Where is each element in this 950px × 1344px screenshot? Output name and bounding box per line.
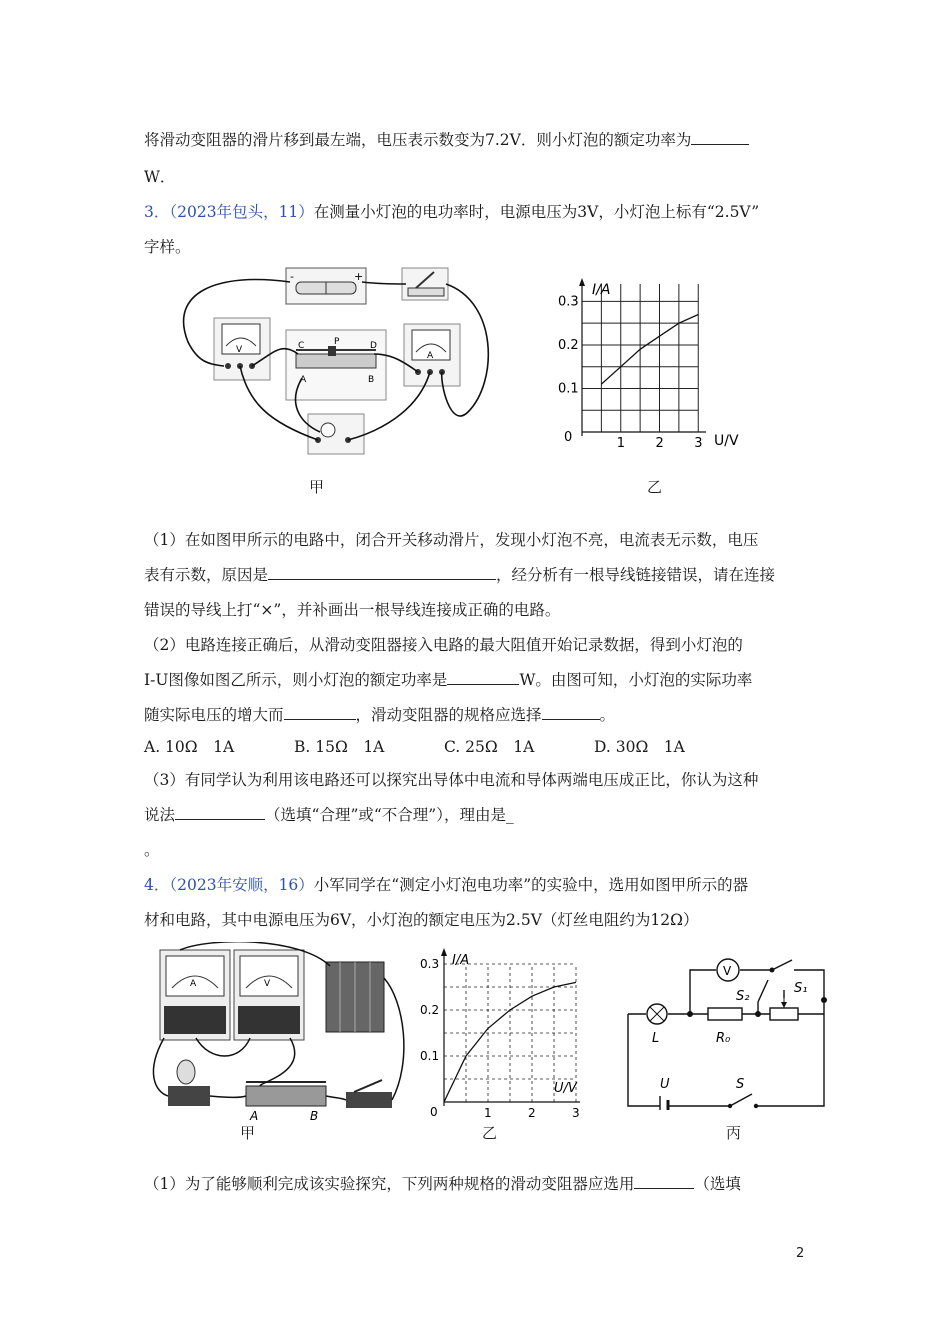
q3-xlabel: U/V (714, 433, 739, 449)
intro-line-2: W． (144, 168, 176, 186)
q3-part3-line-3: 。 (144, 841, 160, 859)
junction-dot (687, 1011, 693, 1017)
q3-series-line (601, 315, 698, 385)
q4-y-tick: 0.3 (420, 957, 440, 971)
switch-icon (402, 268, 448, 300)
q3-iu-graph (556, 272, 756, 452)
q3-part3-line-2: 说法 （选填“合理”或“不合理”），理由是_ (144, 806, 514, 824)
q3-graph-grid (582, 284, 698, 432)
q3-stem-line-2: 字样。 (144, 238, 191, 256)
q4-schematic-figure (618, 950, 830, 1110)
q4-y-arrow (441, 948, 447, 956)
q3-origin: 0 (564, 430, 573, 445)
q4-y-tick: 0.2 (420, 1003, 440, 1017)
q4-x-tick: 1 (484, 1106, 492, 1120)
svg-text:-: - (290, 270, 294, 283)
q3-stem-line-1: 3．（2023年包头，11）在测量小灯泡的电功率时，电源电压为3V，小灯泡上标有“2.5V” (144, 203, 760, 221)
rheostat-icon (246, 1082, 326, 1123)
svg-text:V: V (236, 345, 243, 355)
q3-source: （2023年包头，11） (169, 203, 314, 221)
q3-part2-line-1: （2）电路连接正确后，从滑动变阻器接入电路的最大阻值开始记录数据，得到小灯泡的 (144, 636, 743, 654)
answer-blank[interactable] (268, 565, 496, 580)
answer-blank[interactable] (634, 1174, 694, 1189)
svg-text:S₂: S₂ (736, 989, 750, 1004)
svg-text:L: L (652, 1031, 660, 1046)
q3-part3-line-1: （3）有同学认为利用该电路还可以探究出导体中电流和导体两端电压成正比，你认为这种 (144, 771, 759, 789)
q3-part2-line-2: I-U图像如图乙所示，则小灯泡的额定功率是 W。由图可知，小灯泡的实际功率 (144, 671, 753, 689)
q3-part1-line-3: 错误的导线上打“×”，并补画出一根导线连接成正确的电路。 (144, 601, 561, 619)
q4-apparatus-figure (150, 942, 405, 1128)
switch-s-icon (728, 1077, 758, 1108)
svg-text:S: S (736, 1077, 745, 1092)
q3-x-tick: 1 (616, 436, 626, 451)
q4-x-tick: 3 (572, 1106, 580, 1120)
q4-ylabel: I/A (452, 953, 470, 968)
junction-dot (821, 997, 827, 1003)
q4-caption-bing: 丙 (726, 1124, 742, 1142)
option-b[interactable]: B. 15Ω 1A (294, 738, 385, 756)
answer-blank[interactable] (284, 705, 356, 720)
ammeter-icon (404, 324, 460, 386)
q3-ylabel: I/A (592, 282, 611, 298)
q4-xlabel: U/V (554, 1081, 577, 1096)
bulb-icon (308, 414, 364, 454)
svg-text:R₀: R₀ (716, 1031, 731, 1046)
ammeter-icon (160, 950, 230, 1040)
q3-part1-line-1: （1）在如图甲所示的电路中，闭合开关移动滑片，发现小灯泡不亮，电流表无示数，电压 (144, 531, 759, 549)
q3-options (144, 735, 804, 757)
battery-icon (326, 962, 384, 1032)
q3-x-tick: 3 (694, 436, 703, 451)
battery-symbol-icon (660, 1077, 670, 1110)
q3-y-arrow (579, 278, 585, 286)
switch-icon (346, 1080, 392, 1108)
rheostat-symbol-icon (770, 998, 798, 1020)
junction-dot (755, 1011, 761, 1017)
svg-text:A: A (190, 979, 197, 989)
intro-line-1: 将滑动变阻器的滑片移到最左端，电压表示数变为7.2V．则小灯泡的额定功率为 (144, 128, 749, 150)
svg-text:V: V (723, 964, 732, 978)
svg-text:S₁: S₁ (794, 981, 808, 996)
svg-text:B: B (310, 1109, 319, 1123)
svg-text:D: D (370, 341, 377, 351)
option-c[interactable]: C. 25Ω 1A (444, 738, 535, 756)
q4-stem-line-2: 材和电路，其中电源电压为6V，小灯泡的额定电压为2.5V（灯丝电阻约为12Ω） (144, 911, 699, 929)
answer-blank[interactable] (691, 130, 749, 145)
q4-part1-line-1: （1）为了能够顺利完成该实验探究，下列两种规格的滑动变阻器应选用 （选填 (144, 1175, 741, 1193)
voltmeter-icon (234, 950, 304, 1040)
q3-caption-yi: 乙 (647, 478, 663, 496)
page-number: 2 (796, 1246, 805, 1261)
q3-y-tick: 0.3 (558, 294, 579, 310)
switch-s1-icon (770, 960, 808, 996)
svg-text:P: P (334, 337, 340, 347)
voltmeter-symbol-icon (717, 959, 739, 981)
answer-blank[interactable] (175, 805, 265, 820)
svg-text:V: V (264, 979, 271, 989)
q4-x-tick: 2 (528, 1106, 536, 1120)
answer-blank[interactable] (447, 670, 519, 685)
svg-text:A: A (427, 351, 434, 361)
q4-source: （2023年安顺，16） (169, 876, 314, 894)
q4-caption-yi: 乙 (482, 1124, 498, 1142)
q3-part1-line-2: 表有示数，原因是 ，经分析有一根导线链接错误，请在连接 (144, 566, 776, 584)
q4-y-tick: 0.1 (420, 1049, 440, 1063)
q3-circuit-figure (178, 262, 508, 462)
svg-text:+: + (354, 270, 364, 283)
svg-text:B: B (368, 375, 375, 385)
battery-icon (286, 268, 366, 304)
q3-caption-jia: 甲 (309, 478, 325, 496)
q4-iu-graph (420, 944, 600, 1124)
q4-caption-jia: 甲 (240, 1124, 256, 1142)
rheostat-icon (286, 330, 386, 400)
bulb-icon (168, 1060, 210, 1106)
q3-y-tick: 0.1 (558, 381, 579, 397)
q3-y-tick: 0.2 (558, 337, 579, 353)
q3-part2-line-3: 随实际电压的增大而 ，滑动变阻器的规格应选择 。 (144, 706, 616, 724)
svg-text:C: C (298, 341, 305, 351)
q4-origin: 0 (430, 1105, 438, 1119)
lamp-icon (647, 1004, 667, 1046)
voltmeter-icon (214, 318, 270, 380)
svg-text:A: A (300, 375, 307, 385)
switch-s2-icon (736, 980, 768, 1004)
answer-blank[interactable] (542, 705, 600, 720)
option-a[interactable]: A. 10Ω 1A (144, 738, 235, 756)
svg-text:U: U (660, 1077, 670, 1092)
option-d[interactable]: D. 30Ω 1A (594, 738, 685, 756)
svg-text:A: A (250, 1109, 259, 1123)
q4-stem-line-1: 4．（2023年安顺，16）小军同学在“测定小灯泡电功率”的实验中，选用如图甲所示的器 (144, 876, 749, 894)
q3-x-tick: 2 (655, 436, 664, 451)
resistor-r0-icon (708, 1008, 742, 1046)
